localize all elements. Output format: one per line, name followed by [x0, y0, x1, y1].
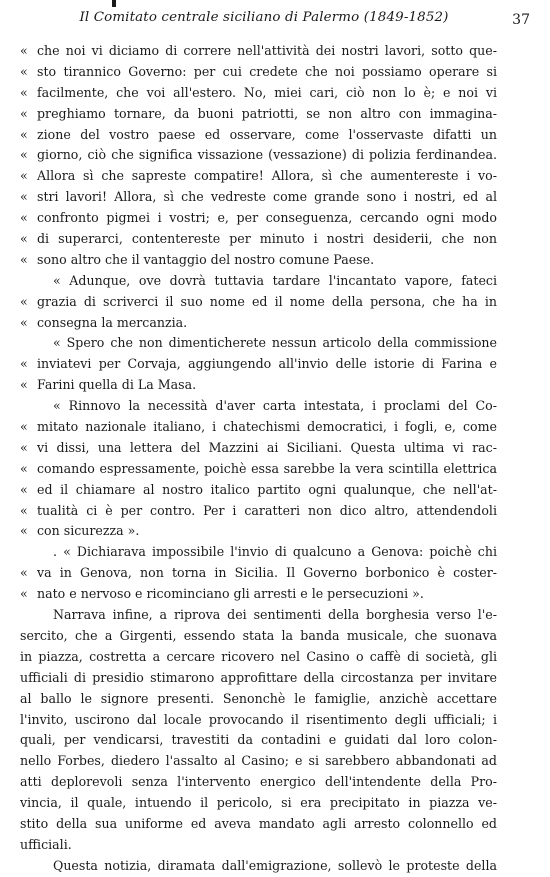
quote-marker: « [20, 189, 28, 205]
line-text: « Rinnovo la necessità d'aver carta intestata, i proclami del Co- [53, 398, 497, 414]
quote-marker: « [20, 565, 28, 581]
body-text [0, 41, 550, 877]
text-line [0, 354, 550, 375]
text-line [0, 626, 550, 647]
text-line [0, 751, 550, 772]
quote-marker: « [20, 481, 28, 497]
text-line [0, 689, 550, 710]
line-text: . « Dichiarava impossibile l'invio di qualcuno a Genova: poichè chi [53, 544, 497, 560]
text-line [0, 396, 550, 417]
line-text: giorno, ciò che significa vissazione (vessazione) di polizia ferdinandea. [37, 147, 497, 163]
text-line [0, 542, 550, 563]
line-text: che noi vi diciamo di correre nell'attività dei nostri lavori, sotto que- [37, 43, 497, 58]
line-text: stri lavori! Allora, sì che vedreste come grande sono i nostri, ed al [37, 189, 497, 205]
quote-marker: « [20, 460, 28, 476]
quote-marker: « [20, 502, 28, 518]
line-text: ed il chiamare al nostro italico partito ogni qualunque, che nell'at- [37, 481, 497, 497]
quote-marker: « [20, 523, 28, 539]
line-text: Questa notizia, diramata dall'emigrazione, sollevò le proteste della [53, 857, 497, 873]
line-text: l'invito, uscirono dal locale provocando il risentimento degli ufficiali; i [20, 711, 497, 727]
line-text: sono altro che il vantaggio del nostro comune Paese. [37, 251, 375, 267]
text-line [0, 668, 550, 689]
line-text: nato e nervoso e ricominciano gli arresti e le persecuzioni ». [37, 586, 424, 602]
text-line [0, 313, 550, 334]
line-text: mitato nazionale italiano, i chatechismi democratici, i fogli, e, come [37, 419, 497, 435]
text-line [0, 187, 550, 208]
text-line [0, 41, 550, 62]
text-line [0, 438, 550, 459]
text-line [0, 793, 550, 814]
text-line [0, 772, 550, 793]
quote-marker: « [20, 84, 28, 100]
quote-marker: « [20, 293, 28, 309]
line-text: confronto pigmei i vostri; e, per conseguenza, cercando ogni modo [37, 210, 497, 226]
text-line [0, 125, 550, 146]
line-text: va in Genova, non torna in Sicilia. Il Governo borbonico è coster- [37, 565, 497, 581]
text-line [0, 250, 550, 271]
text-line [0, 584, 550, 605]
text-line [0, 208, 550, 229]
text-line [0, 647, 550, 668]
line-text: facilmente, che voi all'estero. No, miei cari, ciò non lo è; e noi vi [37, 84, 497, 100]
line-text: consegna la mercanzia. [37, 314, 188, 330]
text-line [0, 375, 550, 396]
text-line [0, 563, 550, 584]
line-text: « Adunque, ove dovrà tuttavia tardare l'incantato vapore, fateci [53, 272, 497, 288]
line-text: Allora sì che sapreste compatire! Allora, sì che aumentereste i vo- [37, 168, 497, 184]
line-text: Farini quella di La Masa. [37, 377, 197, 393]
quote-marker: « [20, 586, 28, 602]
line-text: al ballo le signore presenti. Senonchè le famiglie, anzichè accettare [20, 690, 497, 706]
line-text: vi dissi, una lettera del Mazzini ai Siciliani. Questa ultima vi rac- [37, 439, 497, 455]
quote-marker: « [20, 377, 28, 393]
quote-marker: « [20, 147, 28, 163]
quote-marker: « [20, 210, 28, 226]
quote-marker: « [20, 126, 28, 142]
quote-marker: « [20, 419, 28, 435]
text-line [0, 417, 550, 438]
quote-marker: « [20, 63, 28, 79]
line-text: Narrava infine, a riprova dei sentimenti della borghesia verso l'e- [53, 607, 497, 623]
quote-marker: « [20, 439, 28, 455]
line-text: comando espressamente, poichè essa sarebbe la vera scintilla elettrica [37, 460, 497, 476]
line-text: inviatevi per Corvaja, aggiungendo all'invio delle istorie di Farina e [37, 356, 497, 372]
quote-marker: « [20, 314, 28, 330]
text-line [0, 459, 550, 480]
line-text: vincia, il quale, intuendo il pericolo, si era precipitato in piazza ve- [20, 795, 497, 811]
line-text: grazia di scriverci il suo nome ed il nome della persona, che ha in [37, 293, 497, 309]
text-line [0, 730, 550, 751]
text-line [0, 835, 550, 856]
text-line [0, 856, 550, 877]
line-text: sercito, che a Girgenti, essendo stata la banda musicale, che suonava [20, 627, 497, 643]
text-line [0, 83, 550, 104]
line-text: « Spero che non dimenticherete nessun articolo della commissione [53, 335, 497, 351]
quote-marker: « [20, 356, 28, 372]
line-text: stito della sua uniforme ed aveva mandato agli arresto colonnello ed [20, 815, 497, 831]
quote-marker: « [20, 231, 28, 247]
text-line [0, 229, 550, 250]
text-line [0, 104, 550, 125]
text-line [0, 292, 550, 313]
line-text: preghiamo tornare, da buoni patriotti, se non altro con immagina- [37, 105, 497, 121]
line-text: ufficiali di presidio stimarono approfittare della circostanza per invitare [20, 669, 497, 685]
line-text: tualità ci è per contro. Per i caratteri non dico altro, attendendoli [37, 502, 497, 518]
line-text: nello Forbes, diedero l'assalto al Casino; e si sarebbero abbandonati ad [20, 753, 497, 769]
quote-marker: « [20, 105, 28, 121]
line-text: in piazza, costretta a cercare ricovero nel Casino o caffè di società, gli [20, 648, 497, 664]
text-line [0, 480, 550, 501]
line-text: con sicurezza ». [37, 523, 140, 539]
print-mark [112, 0, 116, 7]
quote-marker: « [20, 43, 28, 58]
text-line [0, 271, 550, 292]
line-text: atti deplorevoli senza l'intervento energico dell'intendente della Pro- [20, 774, 497, 790]
text-line [0, 521, 550, 542]
line-text: zione del vostro paese ed osservare, come l'osservaste difatti un [37, 126, 497, 142]
quote-marker: « [20, 251, 28, 267]
text-line [0, 166, 550, 187]
text-line [0, 605, 550, 626]
text-line [0, 145, 550, 166]
text-line [0, 710, 550, 731]
text-line [0, 62, 550, 83]
line-text: ufficiali. [20, 836, 72, 852]
text-line [0, 501, 550, 522]
line-text: sto tirannico Governo: per cui credete che noi possiamo operare si [37, 63, 497, 79]
running-head: Il Comitato centrale siciliano di Palermo (1849-1852) [79, 10, 449, 25]
page-number: 37 [512, 12, 530, 28]
line-text: quali, per vendicarsi, travestiti da contadini e guidati dal loro colon- [20, 732, 497, 748]
quote-marker: « [20, 168, 28, 184]
line-text: di superarci, contentereste per minuto i nostri desiderii, che non [37, 231, 497, 247]
text-line [0, 333, 550, 354]
